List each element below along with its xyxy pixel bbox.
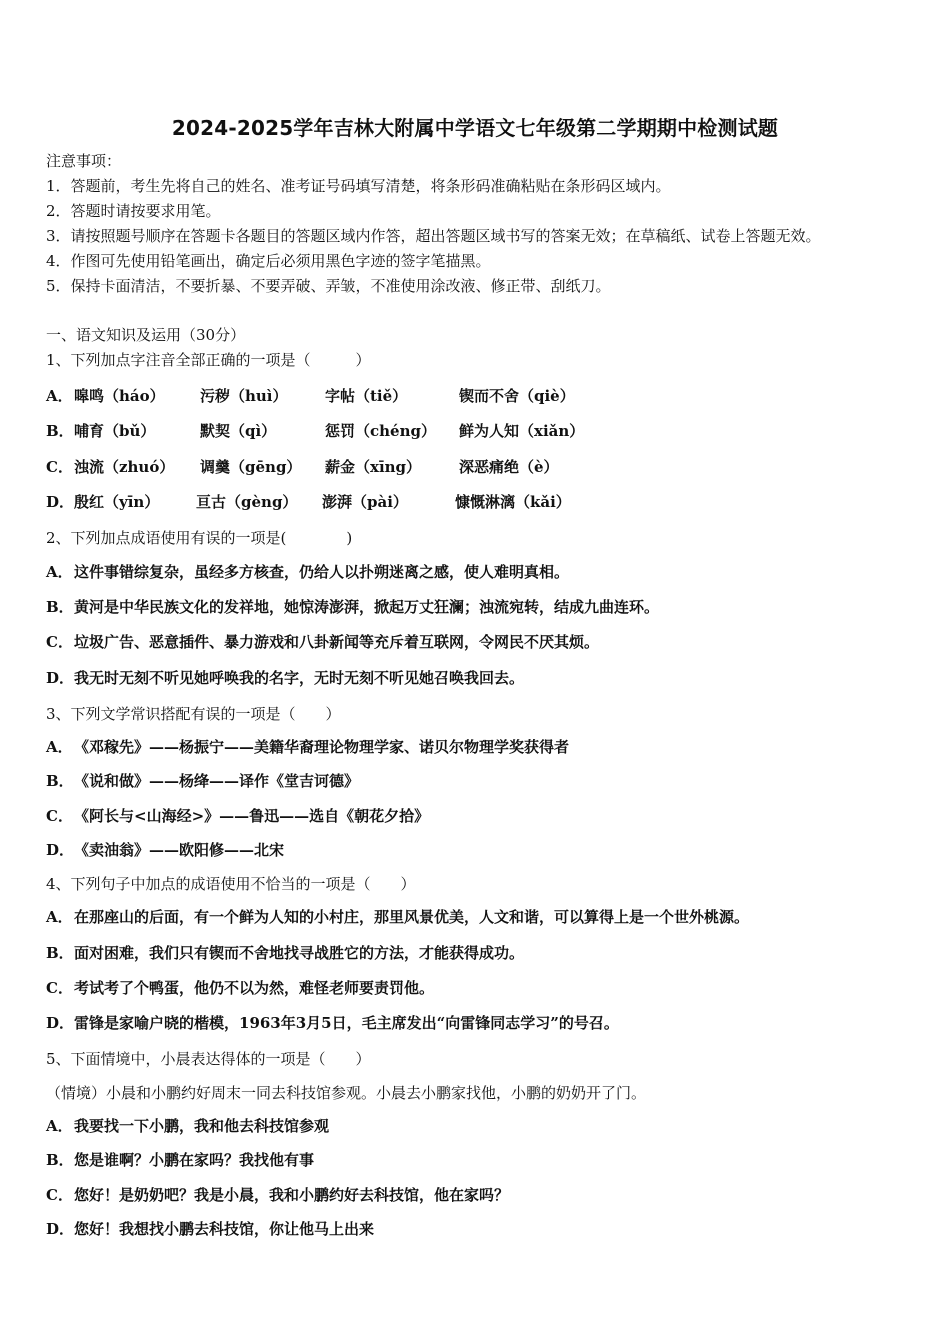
q3-option-d [46, 840, 284, 860]
q2-option-a [46, 562, 569, 582]
option-key: B． [46, 1151, 74, 1169]
option-text: 《卖油翁》——欧阳修——北宋 [74, 841, 285, 859]
option-key: B． [46, 772, 74, 790]
option-key: A． [46, 1117, 73, 1135]
option-item: 慷慨淋漓（kǎi） [455, 493, 571, 511]
option-text: 《说和做》——杨绛——译作《堂吉诃德》 [74, 772, 360, 790]
q4-option-c [46, 978, 434, 998]
q5-option-a [46, 1116, 329, 1136]
notice-item: 1．答题前，考生先将自己的姓名、准考证号码填写清楚，将条形码准确粘贴在条形码区域内。 [46, 177, 671, 195]
q5-option-d [46, 1219, 374, 1239]
option-item: 亘古（gèng） [196, 493, 298, 511]
option-key: C． [46, 1186, 73, 1204]
option-item: 污秽（huì） [200, 387, 288, 405]
option-key: A． [46, 738, 73, 756]
option-text: 考试考了个鸭蛋，他仍不以为然，难怪老师要责罚他。 [74, 979, 435, 997]
page-title: 2024-2025学年吉林大附属中学语文七年级第二学期期中检测试题 [171, 116, 779, 140]
q4-option-a [46, 907, 749, 927]
option-item: 嗥鸣（háo） [74, 387, 165, 405]
option-item: 深恶痛绝（è） [459, 458, 559, 476]
q5-option-c [46, 1185, 509, 1205]
option-key: A． [46, 387, 73, 405]
option-key: B． [46, 598, 74, 616]
option-text: 垃圾广告、恶意插件、暴力游戏和八卦新闻等充斥着互联网，令网民不厌其烦。 [74, 633, 600, 651]
option-key: D． [46, 841, 75, 859]
option-item: 字帖（tiě） [325, 387, 408, 405]
notice-item: 4．作图可先使用铅笔画出，确定后必须用黑色字迹的签字笔描黑。 [46, 252, 491, 270]
option-text: 您好！我想找小鹏去科技馆，你让他马上出来 [74, 1220, 375, 1238]
option-key: C． [46, 458, 73, 476]
option-text: 我要找一下小鹏，我和他去科技馆参观 [74, 1117, 330, 1135]
question-stem: 1、下列加点字注音全部正确的一项是（ ） [46, 351, 371, 369]
q3-option-c [46, 806, 429, 826]
option-text: 我无时无刻不听见她呼唤我的名字，无时无刻不听见她召唤我回去。 [74, 669, 525, 687]
q2-option-c [46, 632, 599, 652]
option-key: D． [46, 669, 75, 687]
option-key: A． [46, 563, 73, 581]
notice-item: 2．答题时请按要求用笔。 [46, 202, 221, 220]
q5-option-b [46, 1150, 314, 1170]
notice-item: 3．请按照题号顺序在答题卡各题目的答题区域内作答，超出答题区域书写的答案无效；在草稿纸、试卷上答题无效。 [46, 227, 821, 245]
option-text: 在那座山的后面，有一个鲜为人知的小村庄，那里风景优美，人文和谐，可以算得上是一个世外桃源。 [74, 908, 750, 926]
q4-option-d [46, 1013, 619, 1033]
option-key: D． [46, 1220, 75, 1238]
q3-option-a [46, 737, 569, 757]
option-key: B． [46, 422, 74, 440]
option-text: 您是谁啊？小鹏在家吗？我找他有事 [74, 1151, 315, 1169]
option-key: C． [46, 633, 73, 651]
question-stem: 5、下面情境中，小晨表达得体的一项是（ ） [46, 1050, 371, 1068]
option-item: 鲜为人知（xiǎn） [459, 422, 585, 440]
option-item: 惩罚（chéng） [325, 422, 436, 440]
option-text: 面对困难，我们只有锲而不舍地找寻战胜它的方法，才能获得成功。 [74, 944, 525, 962]
option-text: 雷锋是家喻户晓的楷模，1963年3月5日，毛主席发出“向雷锋同志学习”的号召。 [74, 1014, 619, 1032]
option-item: 澎湃（pài） [322, 493, 408, 511]
option-text: 您好！是奶奶吧？我是小晨，我和小鹏约好去科技馆，他在家吗？ [74, 1186, 510, 1204]
option-item: 殷红（yīn） [74, 493, 160, 511]
notice-item: 5．保持卡面清洁，不要折暴、不要弄破、弄皱，不准使用涂改液、修正带、刮纸刀。 [46, 277, 611, 295]
option-item: 浊流（zhuó） [74, 458, 175, 476]
option-item: 锲而不舍（qiè） [459, 387, 575, 405]
q1-option-c [46, 457, 74, 477]
question-stem: 2、下列加点成语使用有误的一项是( ) [46, 529, 353, 547]
option-text: 这件事错综复杂，虽经多方核查，仍给人以扑朔迷离之感，使人难明真相。 [74, 563, 570, 581]
question-context: （情境）小晨和小鹏约好周末一同去科技馆参观。小晨去小鹏家找他，小鹏的奶奶开了门。 [46, 1084, 647, 1102]
q1-option-b [46, 421, 74, 441]
q2-option-d [46, 668, 524, 688]
option-key: D． [46, 493, 75, 511]
option-item: 哺育（bǔ） [74, 422, 156, 440]
option-key: D． [46, 1014, 75, 1032]
option-text: 《阿长与<山海经>》——鲁迅——选自《朝花夕拾》 [74, 807, 430, 825]
notice-heading: 注意事项： [46, 152, 122, 170]
q2-option-b [46, 597, 659, 617]
q3-option-b [46, 771, 359, 791]
option-key: C． [46, 807, 73, 825]
section-heading: 一、语文知识及运用（30分） [46, 326, 246, 344]
option-item: 薪金（xīng） [325, 458, 422, 476]
q1-option-d [46, 492, 74, 512]
question-stem: 3、下列文学常识搭配有误的一项是（ ） [46, 705, 341, 723]
option-item: 调羹（gēng） [200, 458, 302, 476]
option-text: 《邓稼先》——杨振宁——美籍华裔理论物理学家、诺贝尔物理学奖获得者 [74, 738, 570, 756]
q4-option-b [46, 943, 524, 963]
option-key: B． [46, 944, 74, 962]
option-key: A． [46, 908, 73, 926]
q1-option-a [46, 386, 74, 406]
option-text: 黄河是中华民族文化的发祥地，她惊涛澎湃，掀起万丈狂澜；浊流宛转，结成九曲连环。 [74, 598, 660, 616]
option-item: 默契（qì） [200, 422, 277, 440]
option-key: C． [46, 979, 73, 997]
question-stem: 4、下列句子中加点的成语使用不恰当的一项是（ ） [46, 875, 416, 893]
